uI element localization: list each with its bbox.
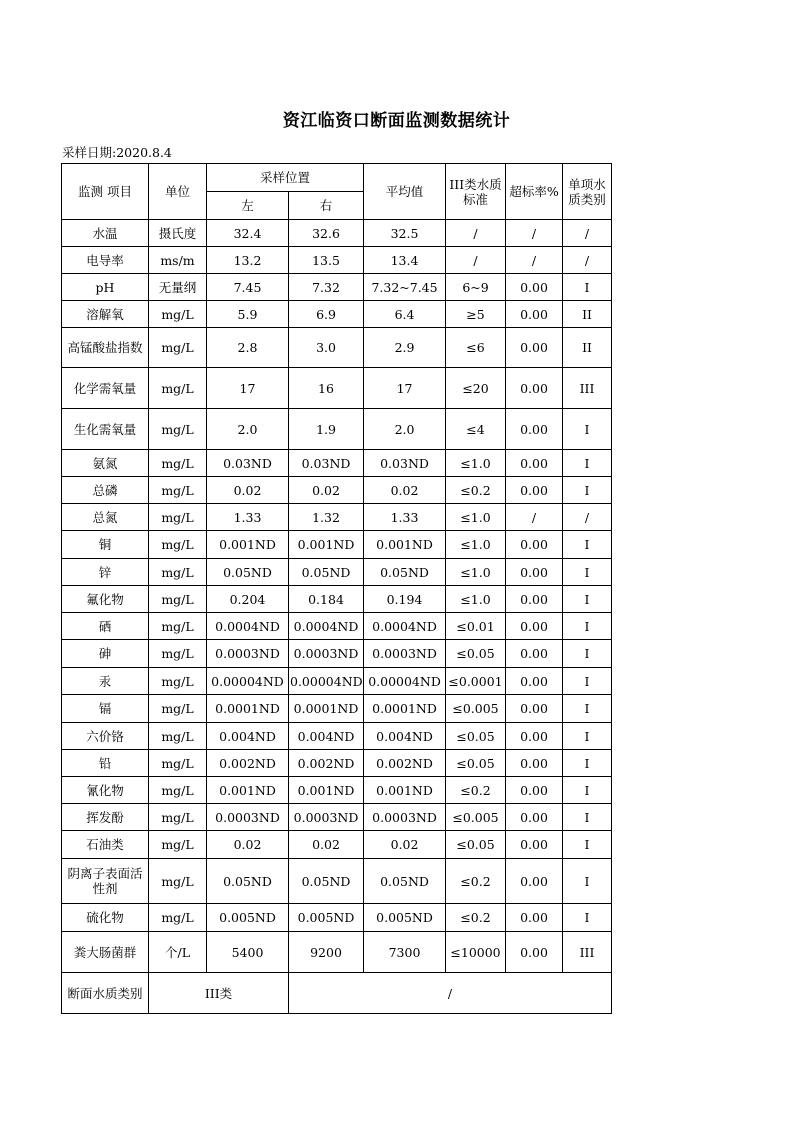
cell-unit: mg/L bbox=[149, 450, 207, 477]
table-row bbox=[62, 559, 612, 586]
footer-label: 断面水质类别 bbox=[62, 973, 149, 1014]
cell-avg: 0.0001ND bbox=[364, 695, 446, 723]
cell-rate: 0.00 bbox=[506, 531, 563, 559]
cell-std: ≤10000 bbox=[446, 932, 506, 973]
cell-left: 0.05ND bbox=[207, 859, 289, 904]
cell-rate: 0.00 bbox=[506, 668, 563, 695]
cell-left: 0.204 bbox=[207, 586, 289, 613]
cell-avg: 0.0003ND bbox=[364, 640, 446, 668]
cell-rate: 0.00 bbox=[506, 723, 563, 750]
cell-cat: / bbox=[563, 247, 612, 274]
cell-std: ≤1.0 bbox=[446, 531, 506, 559]
cell-item: pH bbox=[62, 274, 149, 301]
cell-rate: 0.00 bbox=[506, 301, 563, 328]
header-average: 平均值 bbox=[364, 164, 446, 220]
cell-cat: I bbox=[563, 586, 612, 613]
cell-unit: 个/L bbox=[149, 932, 207, 973]
table-row bbox=[62, 450, 612, 477]
cell-cat: II bbox=[563, 301, 612, 328]
cell-cat: I bbox=[563, 613, 612, 640]
cell-unit: mg/L bbox=[149, 723, 207, 750]
cell-item: 硫化物 bbox=[62, 904, 149, 932]
cell-right: 0.001ND bbox=[289, 531, 364, 559]
cell-avg: 0.194 bbox=[364, 586, 446, 613]
cell-right: 9200 bbox=[289, 932, 364, 973]
cell-avg: 0.0003ND bbox=[364, 804, 446, 831]
cell-item: 总磷 bbox=[62, 477, 149, 504]
cell-unit: mg/L bbox=[149, 477, 207, 504]
cell-left: 2.0 bbox=[207, 409, 289, 450]
cell-left: 0.0004ND bbox=[207, 613, 289, 640]
cell-item: 化学需氧量 bbox=[62, 368, 149, 409]
cell-unit: mg/L bbox=[149, 640, 207, 668]
cell-cat: I bbox=[563, 640, 612, 668]
cell-right: 0.03ND bbox=[289, 450, 364, 477]
cell-item: 六价铬 bbox=[62, 723, 149, 750]
cell-right: 0.005ND bbox=[289, 904, 364, 932]
cell-cat: / bbox=[563, 504, 612, 531]
cell-right: 0.0003ND bbox=[289, 804, 364, 831]
cell-item: 生化需氧量 bbox=[62, 409, 149, 450]
cell-avg: 17 bbox=[364, 368, 446, 409]
cell-unit: mg/L bbox=[149, 668, 207, 695]
cell-left: 13.2 bbox=[207, 247, 289, 274]
cell-std: ≤0.2 bbox=[446, 859, 506, 904]
cell-std: ≤1.0 bbox=[446, 450, 506, 477]
table-row bbox=[62, 301, 612, 328]
table-row bbox=[62, 777, 612, 804]
cell-unit: mg/L bbox=[149, 613, 207, 640]
cell-avg: 7.32~7.45 bbox=[364, 274, 446, 301]
cell-cat: I bbox=[563, 477, 612, 504]
header-item: 监测 项目 bbox=[62, 164, 149, 220]
cell-std: ≤0.05 bbox=[446, 640, 506, 668]
cell-item: 阴离子表面活性剂 bbox=[62, 859, 149, 904]
cell-right: 3.0 bbox=[289, 328, 364, 368]
cell-rate: 0.00 bbox=[506, 695, 563, 723]
cell-avg: 0.00004ND bbox=[364, 668, 446, 695]
cell-left: 0.00004ND bbox=[207, 668, 289, 695]
cell-std: ≤0.0001 bbox=[446, 668, 506, 695]
cell-unit: mg/L bbox=[149, 301, 207, 328]
header-unit: 单位 bbox=[149, 164, 207, 220]
cell-cat: I bbox=[563, 274, 612, 301]
table-row bbox=[62, 904, 612, 932]
table-row bbox=[62, 804, 612, 831]
cell-item: 硒 bbox=[62, 613, 149, 640]
cell-item: 石油类 bbox=[62, 831, 149, 859]
cell-rate: 0.00 bbox=[506, 613, 563, 640]
cell-cat: / bbox=[563, 220, 612, 247]
cell-cat: I bbox=[563, 777, 612, 804]
cell-left: 0.002ND bbox=[207, 750, 289, 777]
cell-right: 0.02 bbox=[289, 831, 364, 859]
cell-left: 0.02 bbox=[207, 831, 289, 859]
table-row bbox=[62, 368, 612, 409]
cell-right: 6.9 bbox=[289, 301, 364, 328]
cell-std: ≤0.05 bbox=[446, 723, 506, 750]
monitoring-data-table bbox=[61, 163, 612, 1014]
cell-unit: 摄氏度 bbox=[149, 220, 207, 247]
cell-cat: I bbox=[563, 859, 612, 904]
cell-avg: 0.0004ND bbox=[364, 613, 446, 640]
cell-std: / bbox=[446, 247, 506, 274]
cell-left: 5400 bbox=[207, 932, 289, 973]
cell-left: 0.004ND bbox=[207, 723, 289, 750]
cell-rate: 0.00 bbox=[506, 640, 563, 668]
cell-right: 7.32 bbox=[289, 274, 364, 301]
cell-std: ≤0.005 bbox=[446, 695, 506, 723]
cell-left: 0.0003ND bbox=[207, 804, 289, 831]
cell-unit: mg/L bbox=[149, 368, 207, 409]
cell-rate: 0.00 bbox=[506, 328, 563, 368]
cell-right: 0.05ND bbox=[289, 859, 364, 904]
cell-item: 锌 bbox=[62, 559, 149, 586]
cell-rate: / bbox=[506, 247, 563, 274]
cell-cat: III bbox=[563, 932, 612, 973]
cell-left: 7.45 bbox=[207, 274, 289, 301]
cell-avg: 2.0 bbox=[364, 409, 446, 450]
cell-unit: mg/L bbox=[149, 750, 207, 777]
cell-cat: I bbox=[563, 904, 612, 932]
cell-right: 0.004ND bbox=[289, 723, 364, 750]
cell-avg: 0.001ND bbox=[364, 531, 446, 559]
cell-item: 溶解氧 bbox=[62, 301, 149, 328]
table-row bbox=[62, 531, 612, 559]
cell-left: 0.0001ND bbox=[207, 695, 289, 723]
cell-right: 16 bbox=[289, 368, 364, 409]
cell-cat: I bbox=[563, 750, 612, 777]
cell-item: 汞 bbox=[62, 668, 149, 695]
cell-cat: I bbox=[563, 409, 612, 450]
header-row-1 bbox=[62, 164, 612, 192]
cell-left: 1.33 bbox=[207, 504, 289, 531]
cell-unit: mg/L bbox=[149, 409, 207, 450]
table-row bbox=[62, 247, 612, 274]
cell-unit: mg/L bbox=[149, 777, 207, 804]
table-row bbox=[62, 274, 612, 301]
cell-rate: 0.00 bbox=[506, 777, 563, 804]
cell-avg: 6.4 bbox=[364, 301, 446, 328]
cell-item: 氨氮 bbox=[62, 450, 149, 477]
cell-left: 5.9 bbox=[207, 301, 289, 328]
header-exceed-rate: 超标率% bbox=[506, 164, 563, 220]
cell-cat: I bbox=[563, 723, 612, 750]
cell-right: 0.0003ND bbox=[289, 640, 364, 668]
table-row bbox=[62, 504, 612, 531]
table-row bbox=[62, 723, 612, 750]
cell-left: 0.02 bbox=[207, 477, 289, 504]
cell-right: 13.5 bbox=[289, 247, 364, 274]
cell-item: 粪大肠菌群 bbox=[62, 932, 149, 973]
cell-rate: 0.00 bbox=[506, 932, 563, 973]
table-row bbox=[62, 668, 612, 695]
cell-rate: 0.00 bbox=[506, 904, 563, 932]
table-row bbox=[62, 831, 612, 859]
cell-left: 2.8 bbox=[207, 328, 289, 368]
table-row bbox=[62, 640, 612, 668]
cell-unit: 无量纲 bbox=[149, 274, 207, 301]
cell-rate: 0.00 bbox=[506, 750, 563, 777]
table-row bbox=[62, 613, 612, 640]
cell-left: 17 bbox=[207, 368, 289, 409]
cell-avg: 2.9 bbox=[364, 328, 446, 368]
cell-rate: 0.00 bbox=[506, 859, 563, 904]
cell-std: ≥5 bbox=[446, 301, 506, 328]
cell-rate: / bbox=[506, 504, 563, 531]
cell-item: 砷 bbox=[62, 640, 149, 668]
table-row bbox=[62, 477, 612, 504]
cell-unit: mg/L bbox=[149, 504, 207, 531]
cell-avg: 7300 bbox=[364, 932, 446, 973]
cell-right: 0.0001ND bbox=[289, 695, 364, 723]
cell-rate: 0.00 bbox=[506, 559, 563, 586]
cell-right: 0.00004ND bbox=[289, 668, 364, 695]
cell-cat: I bbox=[563, 450, 612, 477]
cell-std: ≤0.2 bbox=[446, 904, 506, 932]
cell-avg: 0.005ND bbox=[364, 904, 446, 932]
cell-avg: 0.02 bbox=[364, 477, 446, 504]
table-row bbox=[62, 220, 612, 247]
cell-std: ≤4 bbox=[446, 409, 506, 450]
cell-item: 镉 bbox=[62, 695, 149, 723]
cell-left: 0.001ND bbox=[207, 777, 289, 804]
cell-left: 0.05ND bbox=[207, 559, 289, 586]
cell-right: 0.002ND bbox=[289, 750, 364, 777]
cell-unit: mg/L bbox=[149, 559, 207, 586]
cell-left: 0.0003ND bbox=[207, 640, 289, 668]
cell-cat: III bbox=[563, 368, 612, 409]
cell-std: 6~9 bbox=[446, 274, 506, 301]
cell-std: ≤0.05 bbox=[446, 831, 506, 859]
cell-rate: 0.00 bbox=[506, 274, 563, 301]
footer-row bbox=[62, 973, 612, 1014]
cell-rate: 0.00 bbox=[506, 409, 563, 450]
cell-avg: 0.004ND bbox=[364, 723, 446, 750]
cell-rate: 0.00 bbox=[506, 477, 563, 504]
cell-avg: 1.33 bbox=[364, 504, 446, 531]
table-row bbox=[62, 859, 612, 904]
cell-item: 挥发酚 bbox=[62, 804, 149, 831]
cell-cat: I bbox=[563, 559, 612, 586]
cell-cat: I bbox=[563, 668, 612, 695]
cell-unit: mg/L bbox=[149, 586, 207, 613]
table-row bbox=[62, 586, 612, 613]
cell-unit: mg/L bbox=[149, 831, 207, 859]
cell-right: 0.02 bbox=[289, 477, 364, 504]
header-right: 右 bbox=[289, 192, 364, 220]
cell-left: 0.001ND bbox=[207, 531, 289, 559]
cell-avg: 13.4 bbox=[364, 247, 446, 274]
cell-right: 0.0004ND bbox=[289, 613, 364, 640]
cell-right: 0.184 bbox=[289, 586, 364, 613]
sampling-date: 采样日期:2020.8.4 bbox=[62, 145, 172, 160]
header-left: 左 bbox=[207, 192, 289, 220]
cell-item: 铅 bbox=[62, 750, 149, 777]
cell-unit: mg/L bbox=[149, 531, 207, 559]
cell-std: ≤0.2 bbox=[446, 477, 506, 504]
cell-unit: mg/L bbox=[149, 904, 207, 932]
cell-right: 1.32 bbox=[289, 504, 364, 531]
cell-right: 1.9 bbox=[289, 409, 364, 450]
footer-remark: / bbox=[289, 973, 612, 1014]
cell-avg: 32.5 bbox=[364, 220, 446, 247]
cell-std: ≤6 bbox=[446, 328, 506, 368]
cell-cat: I bbox=[563, 531, 612, 559]
cell-cat: II bbox=[563, 328, 612, 368]
cell-right: 0.001ND bbox=[289, 777, 364, 804]
cell-right: 0.05ND bbox=[289, 559, 364, 586]
table-row bbox=[62, 695, 612, 723]
cell-left: 32.4 bbox=[207, 220, 289, 247]
cell-std: ≤1.0 bbox=[446, 586, 506, 613]
cell-avg: 0.002ND bbox=[364, 750, 446, 777]
cell-rate: 0.00 bbox=[506, 831, 563, 859]
table-row bbox=[62, 750, 612, 777]
header-standard: III类水质标准 bbox=[446, 164, 506, 220]
cell-unit: ms/m bbox=[149, 247, 207, 274]
cell-rate: 0.00 bbox=[506, 804, 563, 831]
cell-avg: 0.001ND bbox=[364, 777, 446, 804]
cell-rate: 0.00 bbox=[506, 450, 563, 477]
cell-unit: mg/L bbox=[149, 328, 207, 368]
footer-category: III类 bbox=[149, 973, 289, 1014]
cell-item: 水温 bbox=[62, 220, 149, 247]
cell-item: 氰化物 bbox=[62, 777, 149, 804]
cell-item: 高锰酸盐指数 bbox=[62, 328, 149, 368]
cell-cat: I bbox=[563, 695, 612, 723]
cell-left: 0.005ND bbox=[207, 904, 289, 932]
cell-cat: I bbox=[563, 804, 612, 831]
cell-item: 铜 bbox=[62, 531, 149, 559]
cell-avg: 0.03ND bbox=[364, 450, 446, 477]
cell-unit: mg/L bbox=[149, 695, 207, 723]
page-title: 资江临资口断面监测数据统计 bbox=[282, 111, 511, 131]
cell-std: ≤0.05 bbox=[446, 750, 506, 777]
cell-item: 总氮 bbox=[62, 504, 149, 531]
table-row bbox=[62, 409, 612, 450]
cell-left: 0.03ND bbox=[207, 450, 289, 477]
cell-std: ≤0.2 bbox=[446, 777, 506, 804]
cell-item: 电导率 bbox=[62, 247, 149, 274]
header-location: 采样位置 bbox=[207, 164, 364, 192]
header-category: 单项水质类别 bbox=[563, 164, 612, 220]
cell-std: ≤1.0 bbox=[446, 559, 506, 586]
table-row bbox=[62, 328, 612, 368]
cell-unit: mg/L bbox=[149, 804, 207, 831]
cell-std: ≤0.005 bbox=[446, 804, 506, 831]
cell-std: / bbox=[446, 220, 506, 247]
cell-std: ≤20 bbox=[446, 368, 506, 409]
cell-item: 氟化物 bbox=[62, 586, 149, 613]
cell-rate: 0.00 bbox=[506, 368, 563, 409]
cell-right: 32.6 bbox=[289, 220, 364, 247]
cell-rate: / bbox=[506, 220, 563, 247]
cell-avg: 0.05ND bbox=[364, 859, 446, 904]
cell-cat: I bbox=[563, 831, 612, 859]
cell-avg: 0.02 bbox=[364, 831, 446, 859]
cell-avg: 0.05ND bbox=[364, 559, 446, 586]
table-row bbox=[62, 932, 612, 973]
cell-rate: 0.00 bbox=[506, 586, 563, 613]
cell-std: ≤1.0 bbox=[446, 504, 506, 531]
cell-std: ≤0.01 bbox=[446, 613, 506, 640]
cell-unit: mg/L bbox=[149, 859, 207, 904]
